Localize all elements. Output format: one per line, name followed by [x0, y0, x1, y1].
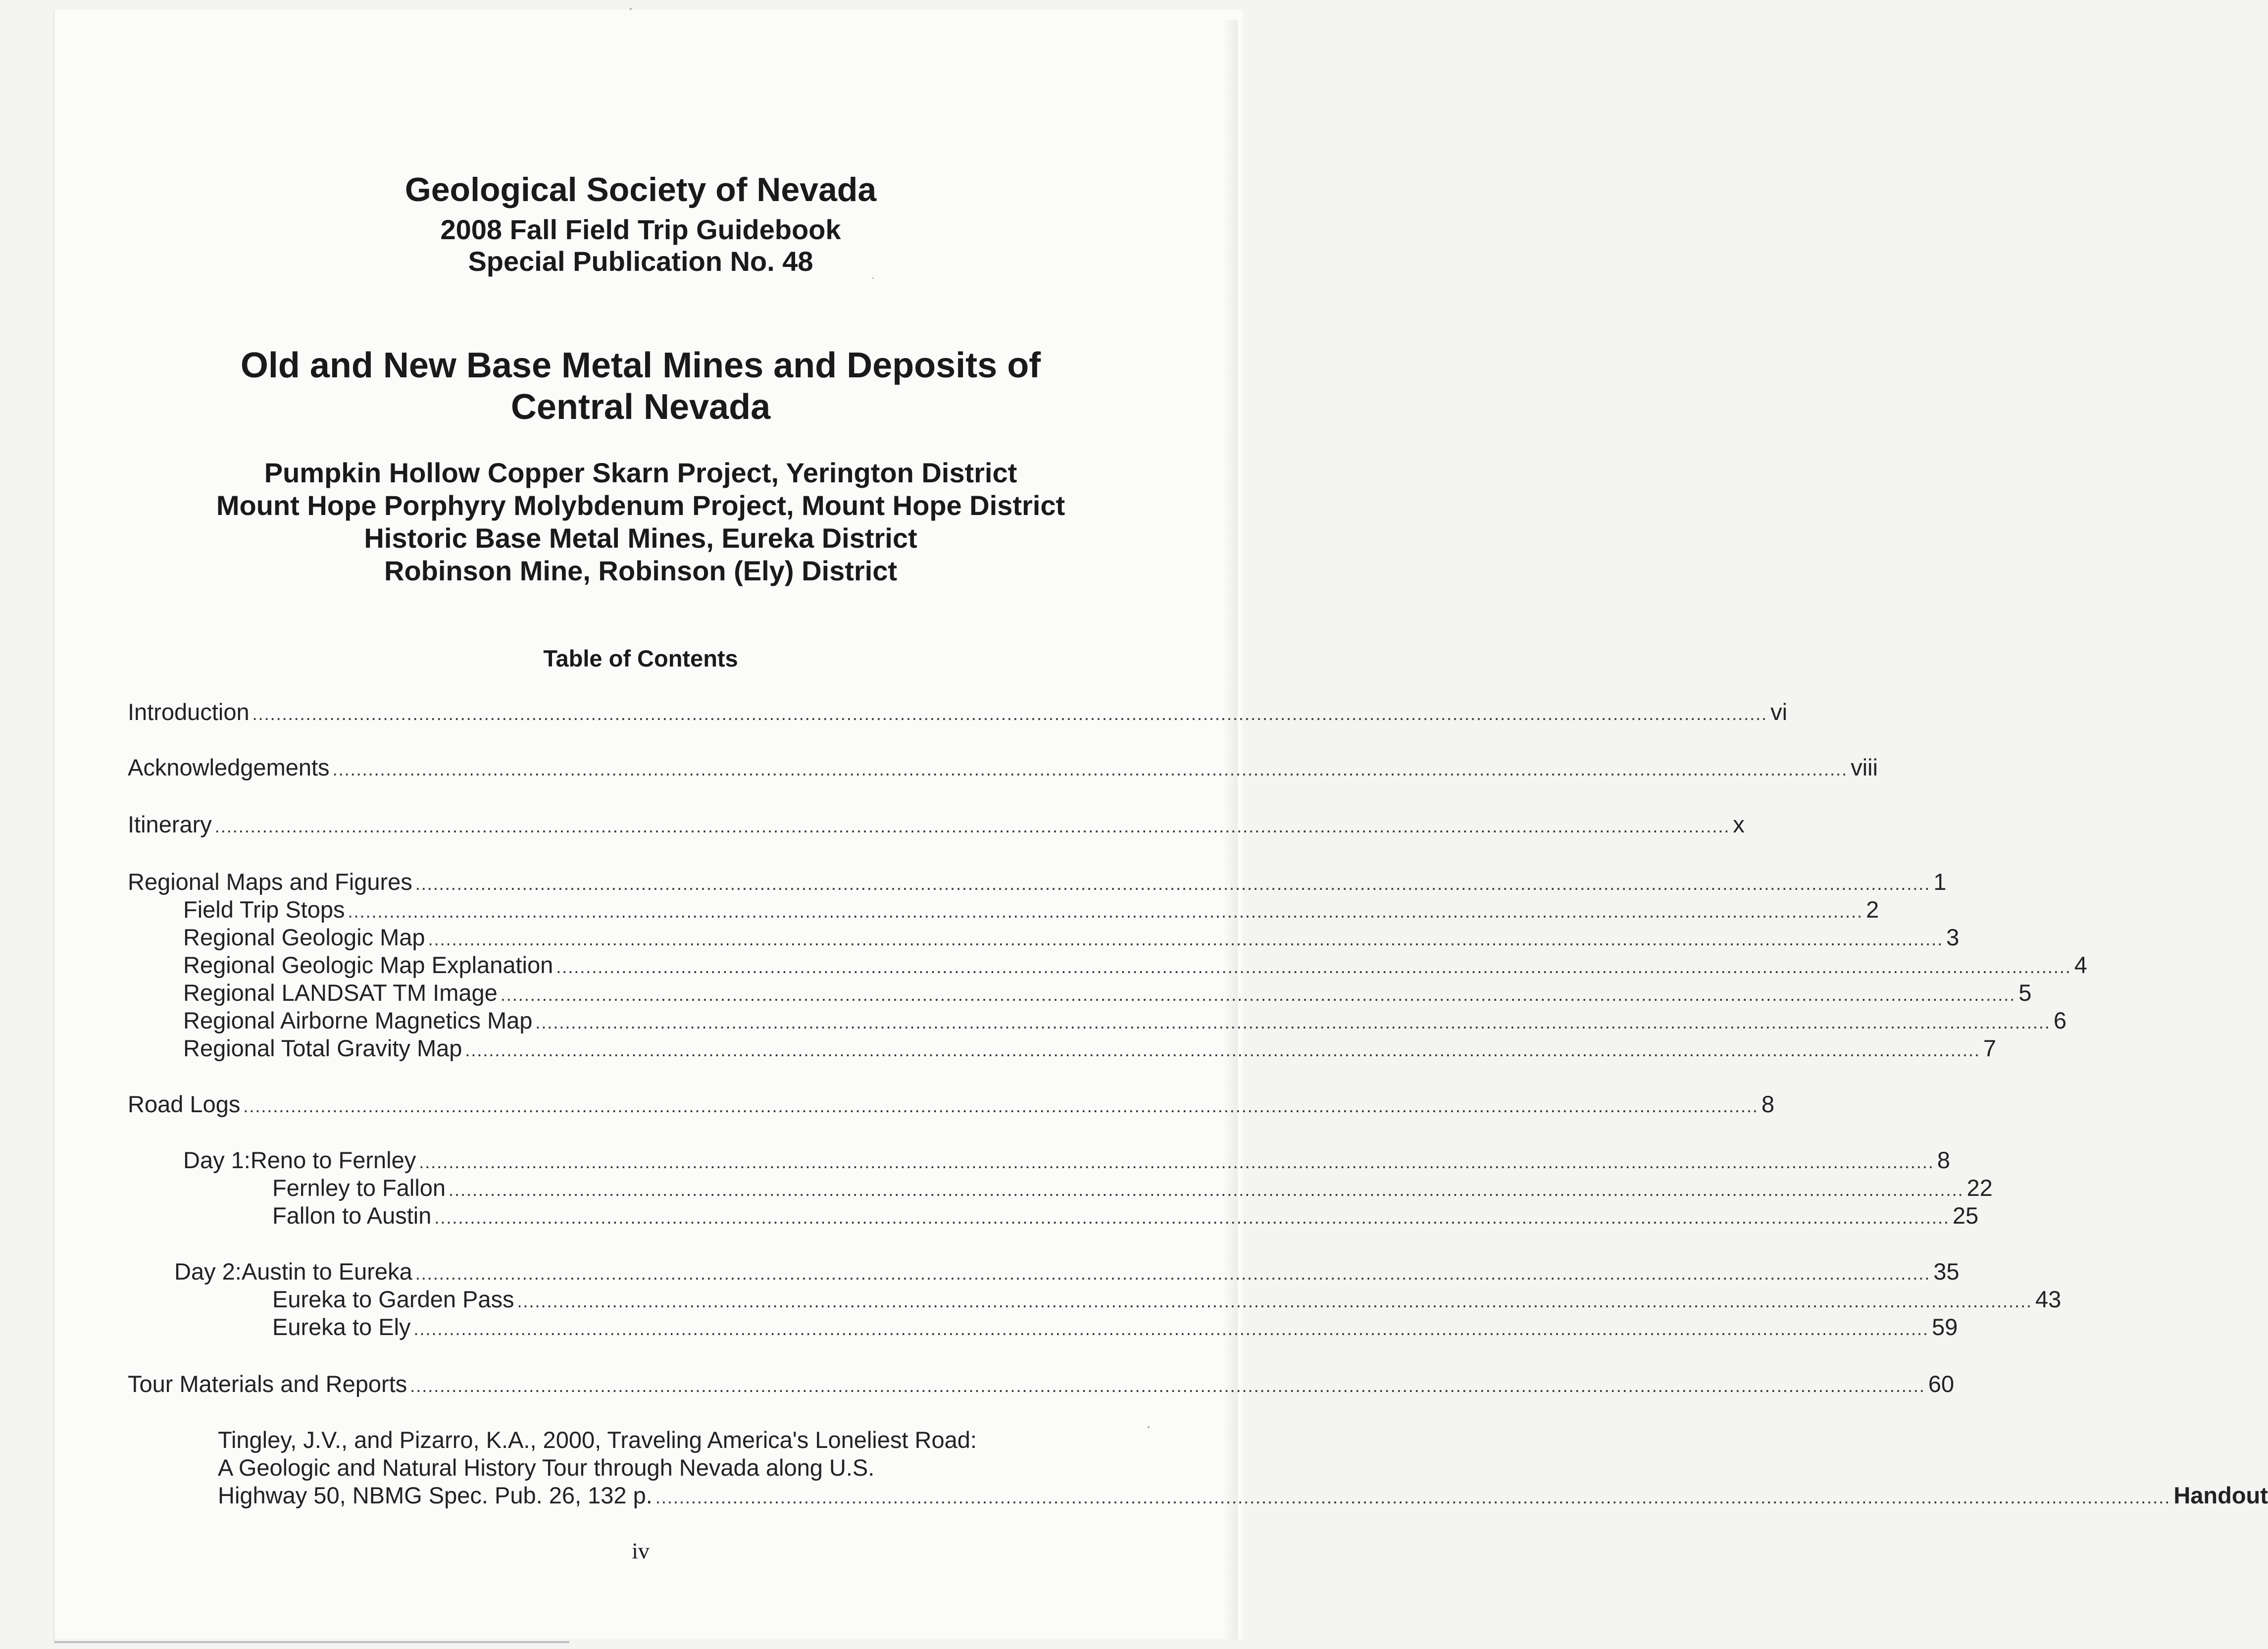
project-item: Pumpkin Hollow Copper Skarn Project, Yerington District — [264, 457, 1017, 488]
toc-entry-eureka-ely — [272, 1313, 1958, 1343]
toc-leader-dots: ............................................................................................................................................................................................................................................................... — [214, 816, 1730, 836]
toc-entry-page: viii — [1851, 754, 1878, 780]
project-item: Mount Hope Porphyry Molybdenum Project, Mount Hope District — [216, 490, 1065, 521]
toc-entry-field-trip-stops — [183, 896, 1879, 926]
toc-entry-road-logs — [128, 1090, 1774, 1120]
publication-line: Special Publication No. 48 — [468, 246, 813, 277]
toc-leader-dots: ............................................................................................................................................................................................................................................................... — [410, 1376, 1925, 1396]
document-title — [0, 345, 1281, 428]
toc-leader-dots: ............................................................................................................................................................................................................................................................... — [419, 1152, 1934, 1172]
project-list — [0, 457, 1281, 587]
day-label: Day 1: — [183, 1147, 251, 1173]
toc-leader-dots: ............................................................................................................................................................................................................................................................... — [243, 1096, 1759, 1116]
scan-speck — [872, 277, 874, 279]
toc-entry-reno-fernley — [183, 1146, 1950, 1176]
scan-speck — [1148, 1426, 1150, 1428]
toc-leader-dots: ............................................................................................................................................................................................................................................................... — [415, 1263, 1931, 1284]
toc-entry-page: 60 — [1928, 1371, 1955, 1397]
toc-entry-page: 43 — [2035, 1286, 2062, 1312]
toc-leader-dots: ............................................................................................................................................................................................................................................................... — [415, 874, 1931, 894]
toc-entry-page: 8 — [1761, 1091, 1774, 1117]
title-line-1: Old and New Base Metal Mines and Deposits of — [240, 346, 1041, 385]
toc-entry-label: Regional Geologic Map — [183, 924, 425, 950]
toc-entry-page: 4 — [2074, 952, 2087, 978]
toc-entry-page: vi — [1770, 699, 1788, 725]
toc-leader-dots: ............................................................................................................................................................................................................................................................... — [500, 984, 2016, 1005]
toc-entry-page: Handout — [2173, 1482, 2268, 1508]
toc-leader-dots: ............................................................................................................................................................................................................................................................... — [556, 957, 2071, 977]
toc-entry-page: 3 — [1946, 924, 1960, 950]
toc-entry-label: Regional Total Gravity Map — [183, 1035, 462, 1061]
toc-entry-page: 22 — [1966, 1175, 1993, 1201]
guidebook-subheading — [0, 214, 1281, 277]
reference-line-2: A Geologic and Natural History Tour through Nevada along U.S. — [218, 1454, 875, 1481]
toc-entry-label: Highway 50, NBMG Spec. Pub. 26, 132 p. — [218, 1482, 653, 1508]
toc-entry-fernley-fallon — [272, 1174, 1993, 1204]
toc-leader-dots: ............................................................................................................................................................................................................................................................... — [332, 759, 1848, 779]
toc-heading: Table of Contents — [543, 645, 738, 671]
toc-entry-label: Introduction — [128, 699, 250, 725]
toc-entry-label: Regional Airborne Magnetics Map — [183, 1007, 533, 1033]
toc-entry-page: 1 — [1933, 869, 1947, 895]
toc-entry-page: 7 — [1983, 1035, 1997, 1061]
project-item: Robinson Mine, Robinson (Ely) District — [384, 555, 897, 586]
toc-leader-dots: ............................................................................................................................................................................................................................................................... — [535, 1012, 2051, 1032]
toc-entry-page: 35 — [1933, 1258, 1960, 1285]
toc-leader-dots: ............................................................................................................................................................................................................................................................... — [252, 704, 1768, 724]
toc-leader-dots: ............................................................................................................................................................................................................................................................... — [465, 1040, 1980, 1060]
project-item: Historic Base Metal Mines, Eureka District — [364, 522, 917, 554]
guidebook-line: 2008 Fall Field Trip Guidebook — [440, 214, 841, 245]
toc-leader-dots: ............................................................................................................................................................................................................................................................... — [655, 1487, 2171, 1507]
toc-entry-eureka-garden-pass — [272, 1286, 2062, 1315]
toc-leader-dots: ............................................................................................................................................................................................................................................................... — [434, 1207, 1950, 1228]
day-label: Day 2: — [174, 1258, 242, 1285]
toc-entry-label: Fernley to Fallon — [272, 1175, 446, 1201]
toc-entry-label: Reno to Fernley — [250, 1147, 416, 1173]
toc-entry-tour-materials — [128, 1370, 1955, 1400]
toc-entry-total-gravity — [183, 1034, 1997, 1064]
page-number: iv — [632, 1538, 650, 1563]
toc-entry-label: Regional Maps and Figures — [128, 869, 412, 895]
toc-entry-label: Acknowledgements — [128, 754, 330, 780]
toc-leader-dots: ............................................................................................................................................................................................................................................................... — [413, 1319, 1929, 1339]
reference-line-3 — [218, 1482, 2268, 1511]
toc-entry-airborne-magnetics — [183, 1007, 2067, 1036]
toc-entry-label: Road Logs — [128, 1091, 241, 1117]
toc-leader-dots: ............................................................................................................................................................................................................................................................... — [449, 1180, 1964, 1200]
toc-entry-label: Regional Geologic Map Explanation — [183, 952, 554, 978]
toc-entry-itinerary — [128, 811, 1745, 840]
organization-heading: Geological Society of Nevada — [404, 171, 877, 208]
toc-leader-dots: ............................................................................................................................................................................................................................................................... — [428, 929, 1944, 949]
scan-speck — [630, 8, 632, 10]
toc-entry-introduction — [128, 698, 1788, 728]
toc-entry-label: Eureka to Garden Pass — [272, 1286, 514, 1312]
toc-entry-landsat-image — [183, 979, 2032, 1009]
toc-entry-page: 5 — [2018, 979, 2032, 1006]
toc-entry-regional-geologic-map — [183, 924, 1960, 953]
toc-entry-label: Field Trip Stops — [183, 896, 345, 923]
toc-entry-page: 8 — [1937, 1147, 1950, 1173]
toc-entry-page: 25 — [1952, 1202, 1979, 1229]
toc-entry-page: 59 — [1932, 1314, 1958, 1340]
toc-leader-dots: ............................................................................................................................................................................................................................................................... — [517, 1291, 2033, 1311]
toc-entry-label: Fallon to Austin — [272, 1202, 432, 1229]
toc-entry-label: Austin to Eureka — [241, 1258, 412, 1285]
toc-entry-page: x — [1733, 811, 1745, 837]
toc-entry-regional-maps — [128, 868, 1947, 898]
toc-entry-fallon-austin — [272, 1202, 1979, 1232]
reference-line-1: Tingley, J.V., and Pizarro, K.A., 2000, Traveling America's Loneliest Road: — [218, 1427, 977, 1453]
toc-entry-label: Itinerary — [128, 811, 212, 837]
page-bottom-edge — [54, 1641, 569, 1643]
toc-entry-geologic-map-explanation — [183, 951, 2087, 981]
toc-entry-label: Eureka to Ely — [272, 1314, 411, 1340]
title-line-2: Central Nevada — [510, 387, 771, 427]
toc-entry-label: Tour Materials and Reports — [128, 1371, 407, 1397]
toc-leader-dots: ............................................................................................................................................................................................................................................................... — [348, 901, 1864, 922]
toc-entry-page: 2 — [1866, 896, 1879, 923]
toc-entry-austin-eureka — [174, 1258, 1960, 1288]
toc-entry-page: 6 — [2053, 1007, 2067, 1033]
toc-entry-label: Regional LANDSAT TM Image — [183, 979, 498, 1006]
toc-entry-acknowledgements — [128, 754, 1878, 783]
